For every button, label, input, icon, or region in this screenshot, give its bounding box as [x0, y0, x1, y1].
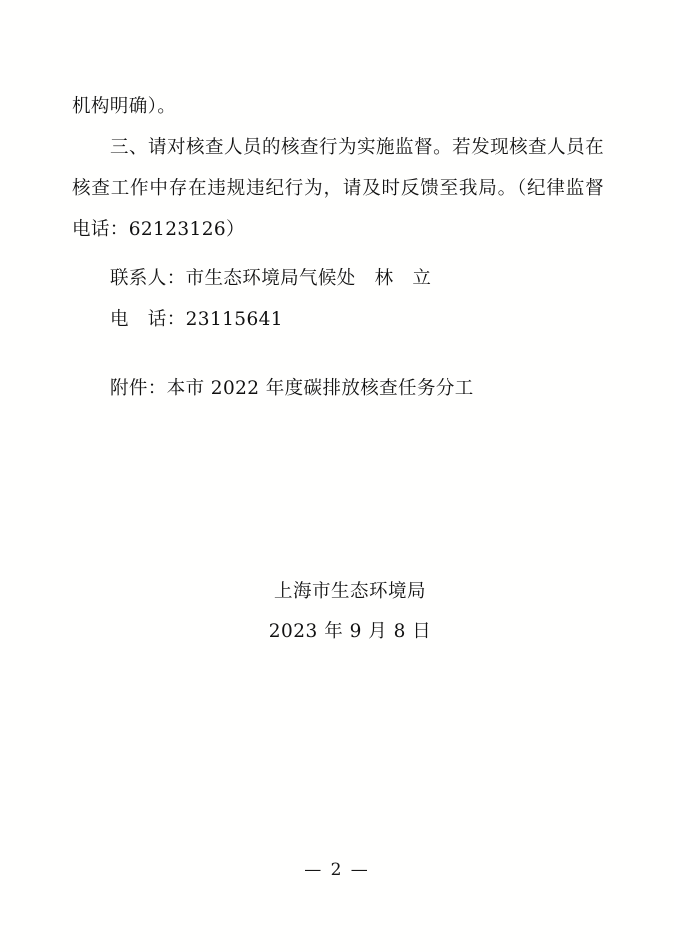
document-body	[72, 86, 604, 642]
contact-phone-line: 电 话：23115641	[110, 309, 283, 330]
signature-organization: 上海市生态环境局	[273, 581, 426, 602]
continued-paragraph: 机构明确）。	[72, 96, 177, 117]
signature-date: 2023 年 9 月 8 日	[268, 621, 432, 642]
signature-block	[72, 572, 604, 652]
spacer	[72, 340, 604, 368]
paragraph-item-3: 三、请对核查人员的核查行为实施监督。若发现核查人员在核查工作中存在违规违纪行为，请及时反馈至我局。（纪律监督电话：62123126）	[72, 137, 604, 240]
page-number: — 2 —	[304, 860, 370, 880]
attachment-line: 附件：本市 2022 年度碳排放核查任务分工	[110, 378, 474, 399]
spacer	[72, 250, 604, 258]
contact-person-line: 联系人：市生态环境局气候处 林 立	[110, 268, 432, 289]
